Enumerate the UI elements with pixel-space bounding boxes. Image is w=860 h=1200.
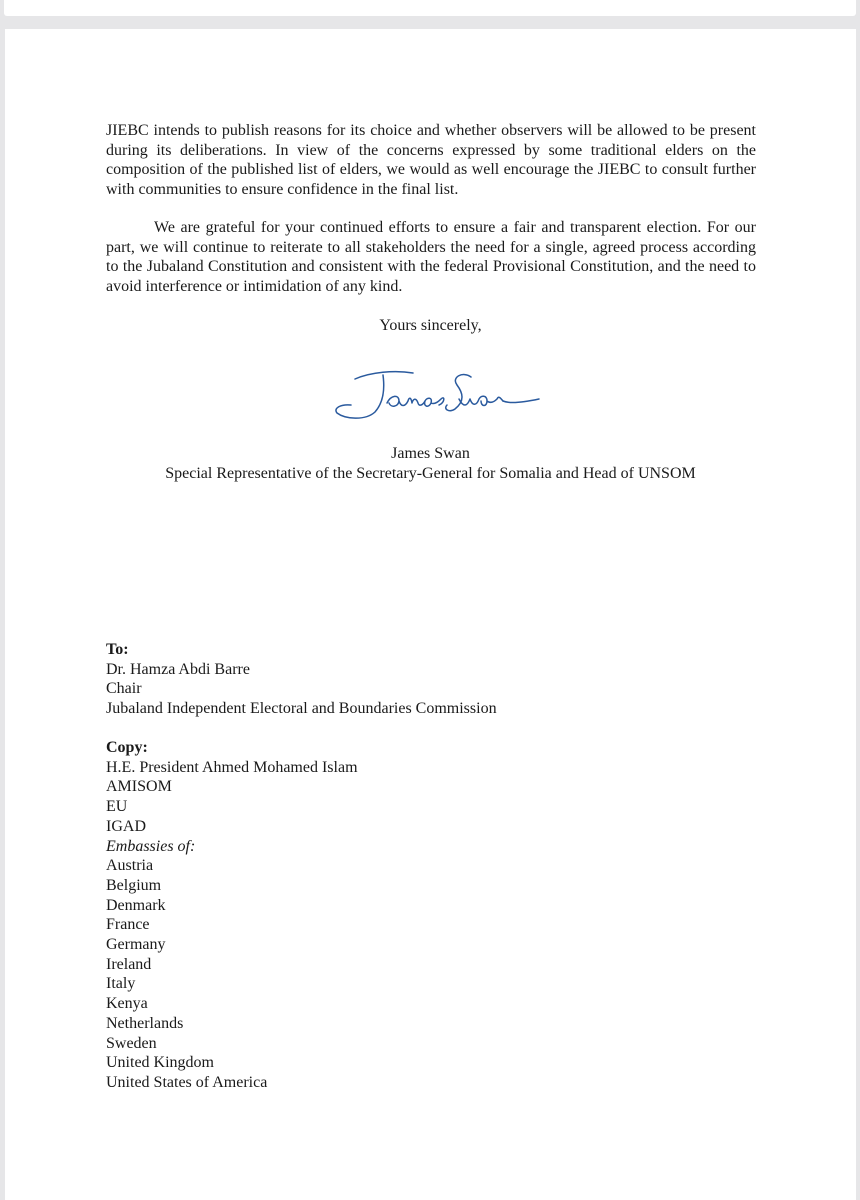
recipient-line: Chair <box>106 680 142 698</box>
embassy-line: Austria <box>106 857 154 875</box>
copy-line: EU <box>106 798 128 816</box>
signatory-title: Special Representative of the Secretary-General for Somalia and Head of UNSOM <box>165 465 696 482</box>
previous-page-edge <box>4 0 856 16</box>
embassy-line: France <box>106 916 150 934</box>
recipient-line: Jubaland Independent Electoral and Boundaries Commission <box>106 700 497 718</box>
embassy-line: Sweden <box>106 1034 157 1052</box>
copy-line: AMISOM <box>106 778 172 796</box>
copy-recipients <box>106 738 358 1093</box>
to-recipients <box>106 640 497 719</box>
embassy-line: Belgium <box>106 876 162 894</box>
embassy-line: Italy <box>106 975 136 993</box>
copy-line: IGAD <box>106 817 146 835</box>
to-heading: To: <box>106 641 129 658</box>
embassy-line: Denmark <box>106 896 166 914</box>
recipient-line: Dr. Hamza Abdi Barre <box>106 660 250 678</box>
embassy-line: Germany <box>106 936 166 954</box>
embassy-line: United Kingdom <box>106 1054 214 1072</box>
embassy-line: United States of America <box>106 1073 268 1091</box>
embassy-line: Kenya <box>106 995 148 1013</box>
letter-page <box>5 29 856 1200</box>
handwritten-signature <box>325 355 545 425</box>
embassy-line: Netherlands <box>106 1014 184 1032</box>
embassies-label: Embassies of: <box>106 837 196 855</box>
closing-salutation: Yours sincerely, <box>379 317 482 334</box>
signatory-name: James Swan <box>391 445 470 462</box>
embassy-line: Ireland <box>106 955 152 973</box>
copy-line: H.E. President Ahmed Mohamed Islam <box>106 758 358 776</box>
signature-ink <box>336 372 539 418</box>
body-paragraph: JIEBC intends to publish reasons for its choice and whether observers will be allowed to be present during its deliberations. In view of the concerns expressed by some traditional elders on the composition of the published list of elders, we would as well encourage the JIEBC to consult further with communities to ensure confidence in the final list. <box>106 122 756 199</box>
body-paragraph: We are grateful for your continued efforts to ensure a fair and transparent election. For our part, we will continue to reiterate to all stakeholders the need for a single, agreed process according to the Jubaland Constitution and consistent with the federal Provisional Constitution, and the need to avoid interference or intimidation of any kind. <box>106 219 756 296</box>
copy-heading: Copy: <box>106 739 148 756</box>
